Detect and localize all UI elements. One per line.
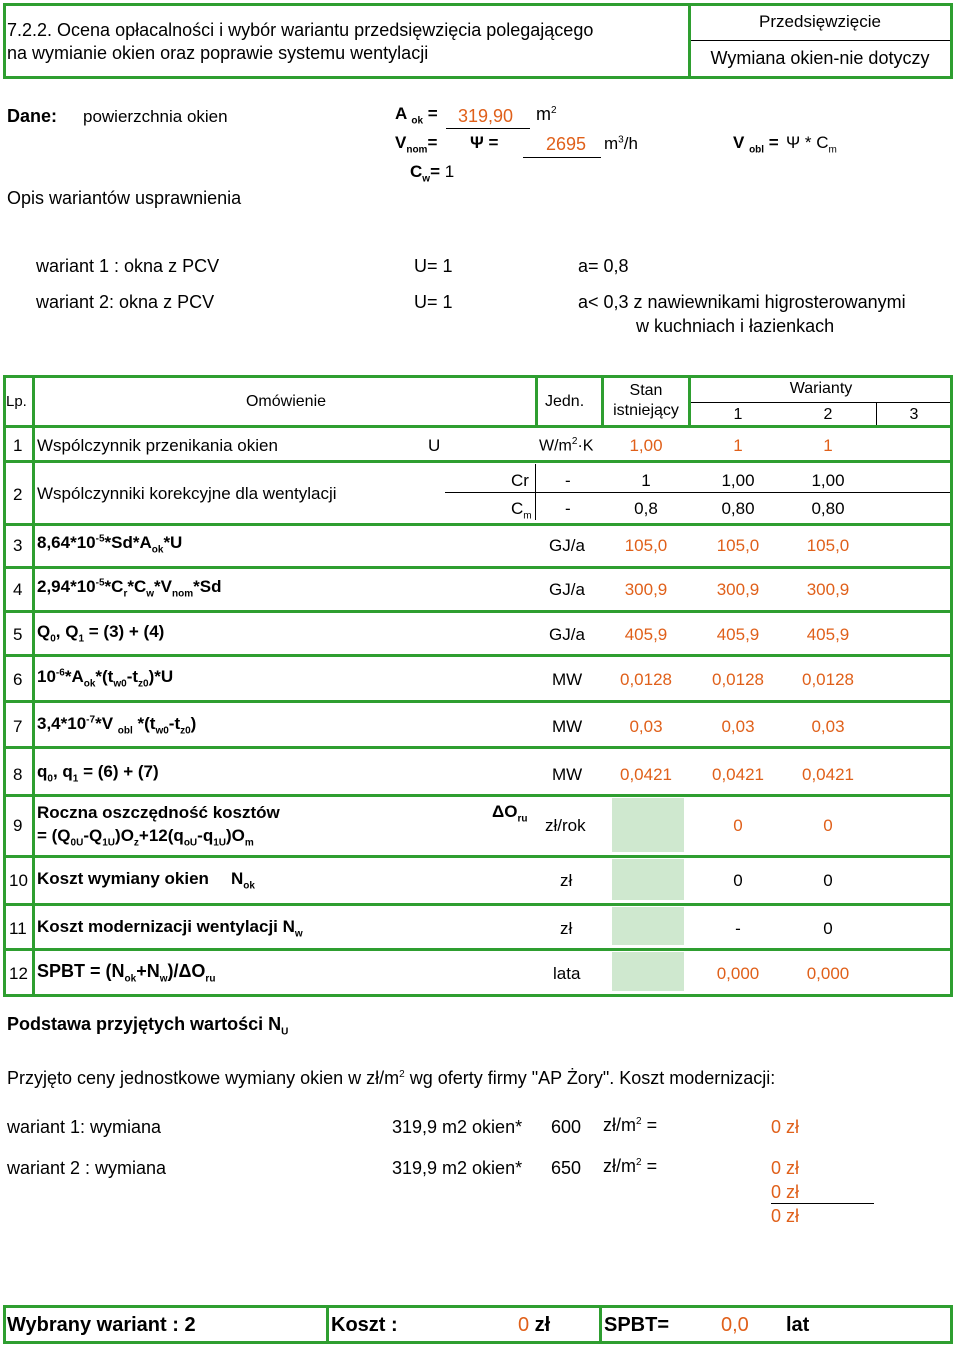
row6-w1: 0,0128	[712, 670, 764, 689]
podstawa-row2-price: 650	[551, 1158, 582, 1178]
row7-stan: 0,03	[629, 717, 663, 736]
row7-formula: $3,4*10^{-7}*V$ $_{obl}$ $*(t_{w0}-t_{z0})$	[37, 714, 197, 737]
row5-w1: 405,9	[716, 625, 760, 644]
head-wariant-3: 3	[909, 406, 919, 423]
a-ok-value: 319,90	[458, 106, 514, 126]
row1-lp: 1	[13, 436, 23, 455]
row9-w1: 0	[733, 816, 743, 835]
wariant1-u: U= 1	[414, 256, 453, 276]
podstawa-title: Podstawa przyjętych wartości $N_U$	[7, 1014, 289, 1038]
head-warianty: Warianty	[789, 380, 853, 397]
row1-label: Wspólczynnik przenikania okien	[37, 436, 278, 455]
row10-symbol: $N_{ok}$	[231, 869, 255, 892]
row6-formula: $10^{-6}*A_{ok}*(t_{w0}-t_{z0})*U$	[37, 667, 174, 690]
title-line-1: 7.2.2. Ocena opłacalności i wybór wariantu przedsięwzięcia polegającego	[7, 20, 594, 40]
row3-stan: 105,0	[624, 536, 668, 555]
footer-koszt-label: Koszt :	[331, 1314, 398, 1336]
row2-stan-a: 1	[641, 471, 651, 490]
head-stan-1: Stan	[629, 382, 663, 399]
head-stan-2: istniejący	[613, 402, 679, 419]
cw-symbol: $C_w= 1$	[410, 162, 455, 185]
row2-cr: Cr	[511, 471, 529, 490]
wariant2-name: wariant 2: okna z PCV	[36, 292, 215, 312]
footer-spbt-label: SPBT=	[604, 1314, 670, 1336]
row8-w1: 0,0421	[712, 765, 764, 784]
footer-wybrany: Wybrany wariant : 2	[7, 1314, 196, 1336]
row7-unit: MW	[552, 717, 583, 736]
row4-w2: 300,9	[806, 580, 850, 599]
a-ok-symbol: A $_{ok}$ =	[395, 104, 438, 127]
wariant2-u: U= 1	[414, 292, 453, 312]
row2-unit-b: -	[565, 499, 571, 518]
podstawa-row2-result: 0 zł	[771, 1158, 800, 1178]
row12-w1: 0,000	[716, 964, 760, 983]
row7-w1: 0,03	[721, 717, 755, 736]
row6-stan: 0,0128	[620, 670, 672, 689]
row2-lp: 2	[13, 485, 23, 504]
row6-lp: 6	[13, 670, 23, 689]
row1-symbol: U	[428, 436, 441, 455]
row1-unit: $W/m^2\cdot K$	[539, 436, 594, 455]
row7-lp: 7	[13, 717, 23, 736]
row8-unit: MW	[552, 765, 583, 784]
head-wariant-2: 2	[823, 406, 833, 423]
footer-spbt-unit: lat	[786, 1314, 810, 1336]
row11-lp: 11	[9, 919, 27, 938]
row10-w1: 0	[733, 871, 743, 890]
head-wariant-1: 1	[733, 406, 743, 423]
row5-unit: GJ/a	[549, 625, 585, 644]
row7-w2: 0,03	[811, 717, 845, 736]
row12-formula: SPBT = $(N_{ok}+N_w)/\Delta O_{ru}$	[37, 961, 216, 985]
row3-unit: GJ/a	[549, 536, 585, 555]
row3-lp: 3	[13, 536, 23, 555]
row2-stan-b: 0,8	[634, 499, 658, 518]
row6-unit: MW	[552, 670, 583, 689]
podstawa-row1-price: 600	[551, 1117, 582, 1137]
row11-w1: -	[735, 919, 741, 938]
row11-w2: 0	[823, 919, 833, 938]
head-omowienie: Omówienie	[245, 393, 327, 410]
wariant1-name: wariant 1 : okna z PCV	[36, 256, 220, 276]
row2-w2-b: 0,80	[811, 499, 845, 518]
row11-unit: zł	[560, 919, 573, 938]
row2-label: Wspólczynniki korekcyjne dla wentylacji	[37, 484, 337, 503]
row10-lp: 10	[9, 871, 28, 890]
row4-stan: 300,9	[624, 580, 668, 599]
podstawa-extra-1: 0 zł	[771, 1182, 800, 1202]
row1-w1: 1	[733, 436, 743, 455]
psi-value: 2695	[546, 134, 587, 154]
row12-unit: lata	[553, 964, 581, 983]
row8-stan: 0,0421	[620, 765, 672, 784]
row10-w2: 0	[823, 871, 833, 890]
powierzchnia-label: powierzchnia okien	[83, 107, 228, 126]
podstawa-extra-2: 0 zł	[771, 1206, 800, 1226]
row2-unit-a: -	[565, 471, 571, 490]
row9-formula: = $(Q_{0U}-Q_{1U})O_z+12(q_{oU}-q_{1U})O_m$	[37, 826, 254, 849]
row4-unit: GJ/a	[549, 580, 585, 599]
footer-spbt-value: 0,0	[721, 1314, 749, 1336]
psi-unit: $m^3/h$	[604, 134, 638, 153]
head-jedn: Jedn.	[545, 393, 585, 410]
row10-unit: zł	[560, 871, 573, 890]
row12-w2: 0,000	[806, 964, 850, 983]
dane-label: Dane:	[7, 106, 58, 126]
v-obl-symbol: V $_{obl}$ =	[733, 133, 779, 156]
row2-w1-a: 1,00	[721, 471, 755, 490]
row9-w2: 0	[823, 816, 833, 835]
row2-w2-a: 1,00	[811, 471, 845, 490]
podstawa-row1-name: wariant 1: wymiana	[7, 1117, 162, 1137]
wariant2-a: a< 0,3 z nawiewnikami higrosterowanymi	[578, 292, 906, 312]
title-line-2: na wymianie okien oraz poprawie systemu wentylacji	[7, 43, 429, 63]
podstawa-row1-result: 0 zł	[771, 1117, 800, 1137]
row2-w1-b: 0,80	[721, 499, 755, 518]
podstawa-row2-unit: $zł/m^2$ =	[603, 1156, 658, 1176]
row5-formula: $Q_0$, $Q_1 = (3) + (4)$	[37, 622, 165, 645]
footer-koszt-value: 0 zł	[518, 1314, 551, 1336]
row2-cm: $C_m$	[511, 499, 532, 522]
row9-unit: zł/rok	[545, 816, 586, 835]
podstawa-row1-unit: $zł/m^2$ =	[603, 1115, 658, 1135]
row8-lp: 8	[13, 765, 23, 784]
row8-formula: $q_0$, $q_1 = (6) + (7)$	[37, 762, 159, 785]
przedsiewziecie-value: Wymiana okien-nie dotyczy	[710, 48, 930, 68]
row5-w2: 405,9	[806, 625, 850, 644]
row4-w1: 300,9	[716, 580, 760, 599]
row1-w2: 1	[823, 436, 833, 455]
row11-label: Koszt modernizacji wentylacji $N_w$	[37, 917, 303, 940]
wariant2-a2: w kuchniach i łazienkach	[636, 316, 835, 336]
row5-lp: 5	[13, 625, 23, 644]
row6-w2: 0,0128	[802, 670, 854, 689]
row3-formula: $8,64*10^{-5}*Sd*A_{ok}*U$	[37, 533, 183, 556]
row12-lp: 12	[9, 964, 28, 983]
row8-w2: 0,0421	[802, 765, 854, 784]
podstawa-row2-area: 319,9 m2 okien*	[392, 1158, 523, 1178]
row3-w2: 105,0	[806, 536, 850, 555]
v-nom-symbol: $V_{nom}=$	[395, 133, 438, 156]
row1-stan: 1,00	[629, 436, 663, 455]
row10-label: Koszt wymiany okien	[37, 869, 209, 888]
podstawa-text: Przyjęto ceny jednostkowe wymiany okien w $zł/m^2$ wg oferty firmy "AP Żory". Koszt modernizacji:	[7, 1068, 776, 1088]
opis-label: Opis wariantów usprawnienia	[7, 188, 242, 208]
row9-symbol: $\Delta O_{ru}$	[492, 802, 528, 825]
psi-symbol: Ψ =	[470, 133, 499, 152]
wariant1-a: a= 0,8	[578, 256, 629, 276]
head-lp: Lp.	[6, 393, 27, 410]
przedsiewziecie-label: Przedsięwzięcie	[759, 12, 881, 31]
podstawa-row1-area: 319,9 m2 okien*	[392, 1117, 523, 1137]
row9-label: Roczna oszczędność kosztów	[37, 803, 280, 822]
row4-formula: $2,94*10^{-5}*C_r*C_w*V_{nom}*Sd$	[37, 577, 222, 600]
a-ok-unit: $m^2$	[536, 104, 557, 124]
row4-lp: 4	[13, 580, 23, 599]
row5-stan: 405,9	[624, 625, 668, 644]
row3-w1: 105,0	[716, 536, 760, 555]
row9-lp: 9	[13, 816, 23, 835]
v-obl-formula: Ψ * $C_m$	[786, 133, 837, 156]
podstawa-row2-name: wariant 2 : wymiana	[7, 1158, 167, 1178]
